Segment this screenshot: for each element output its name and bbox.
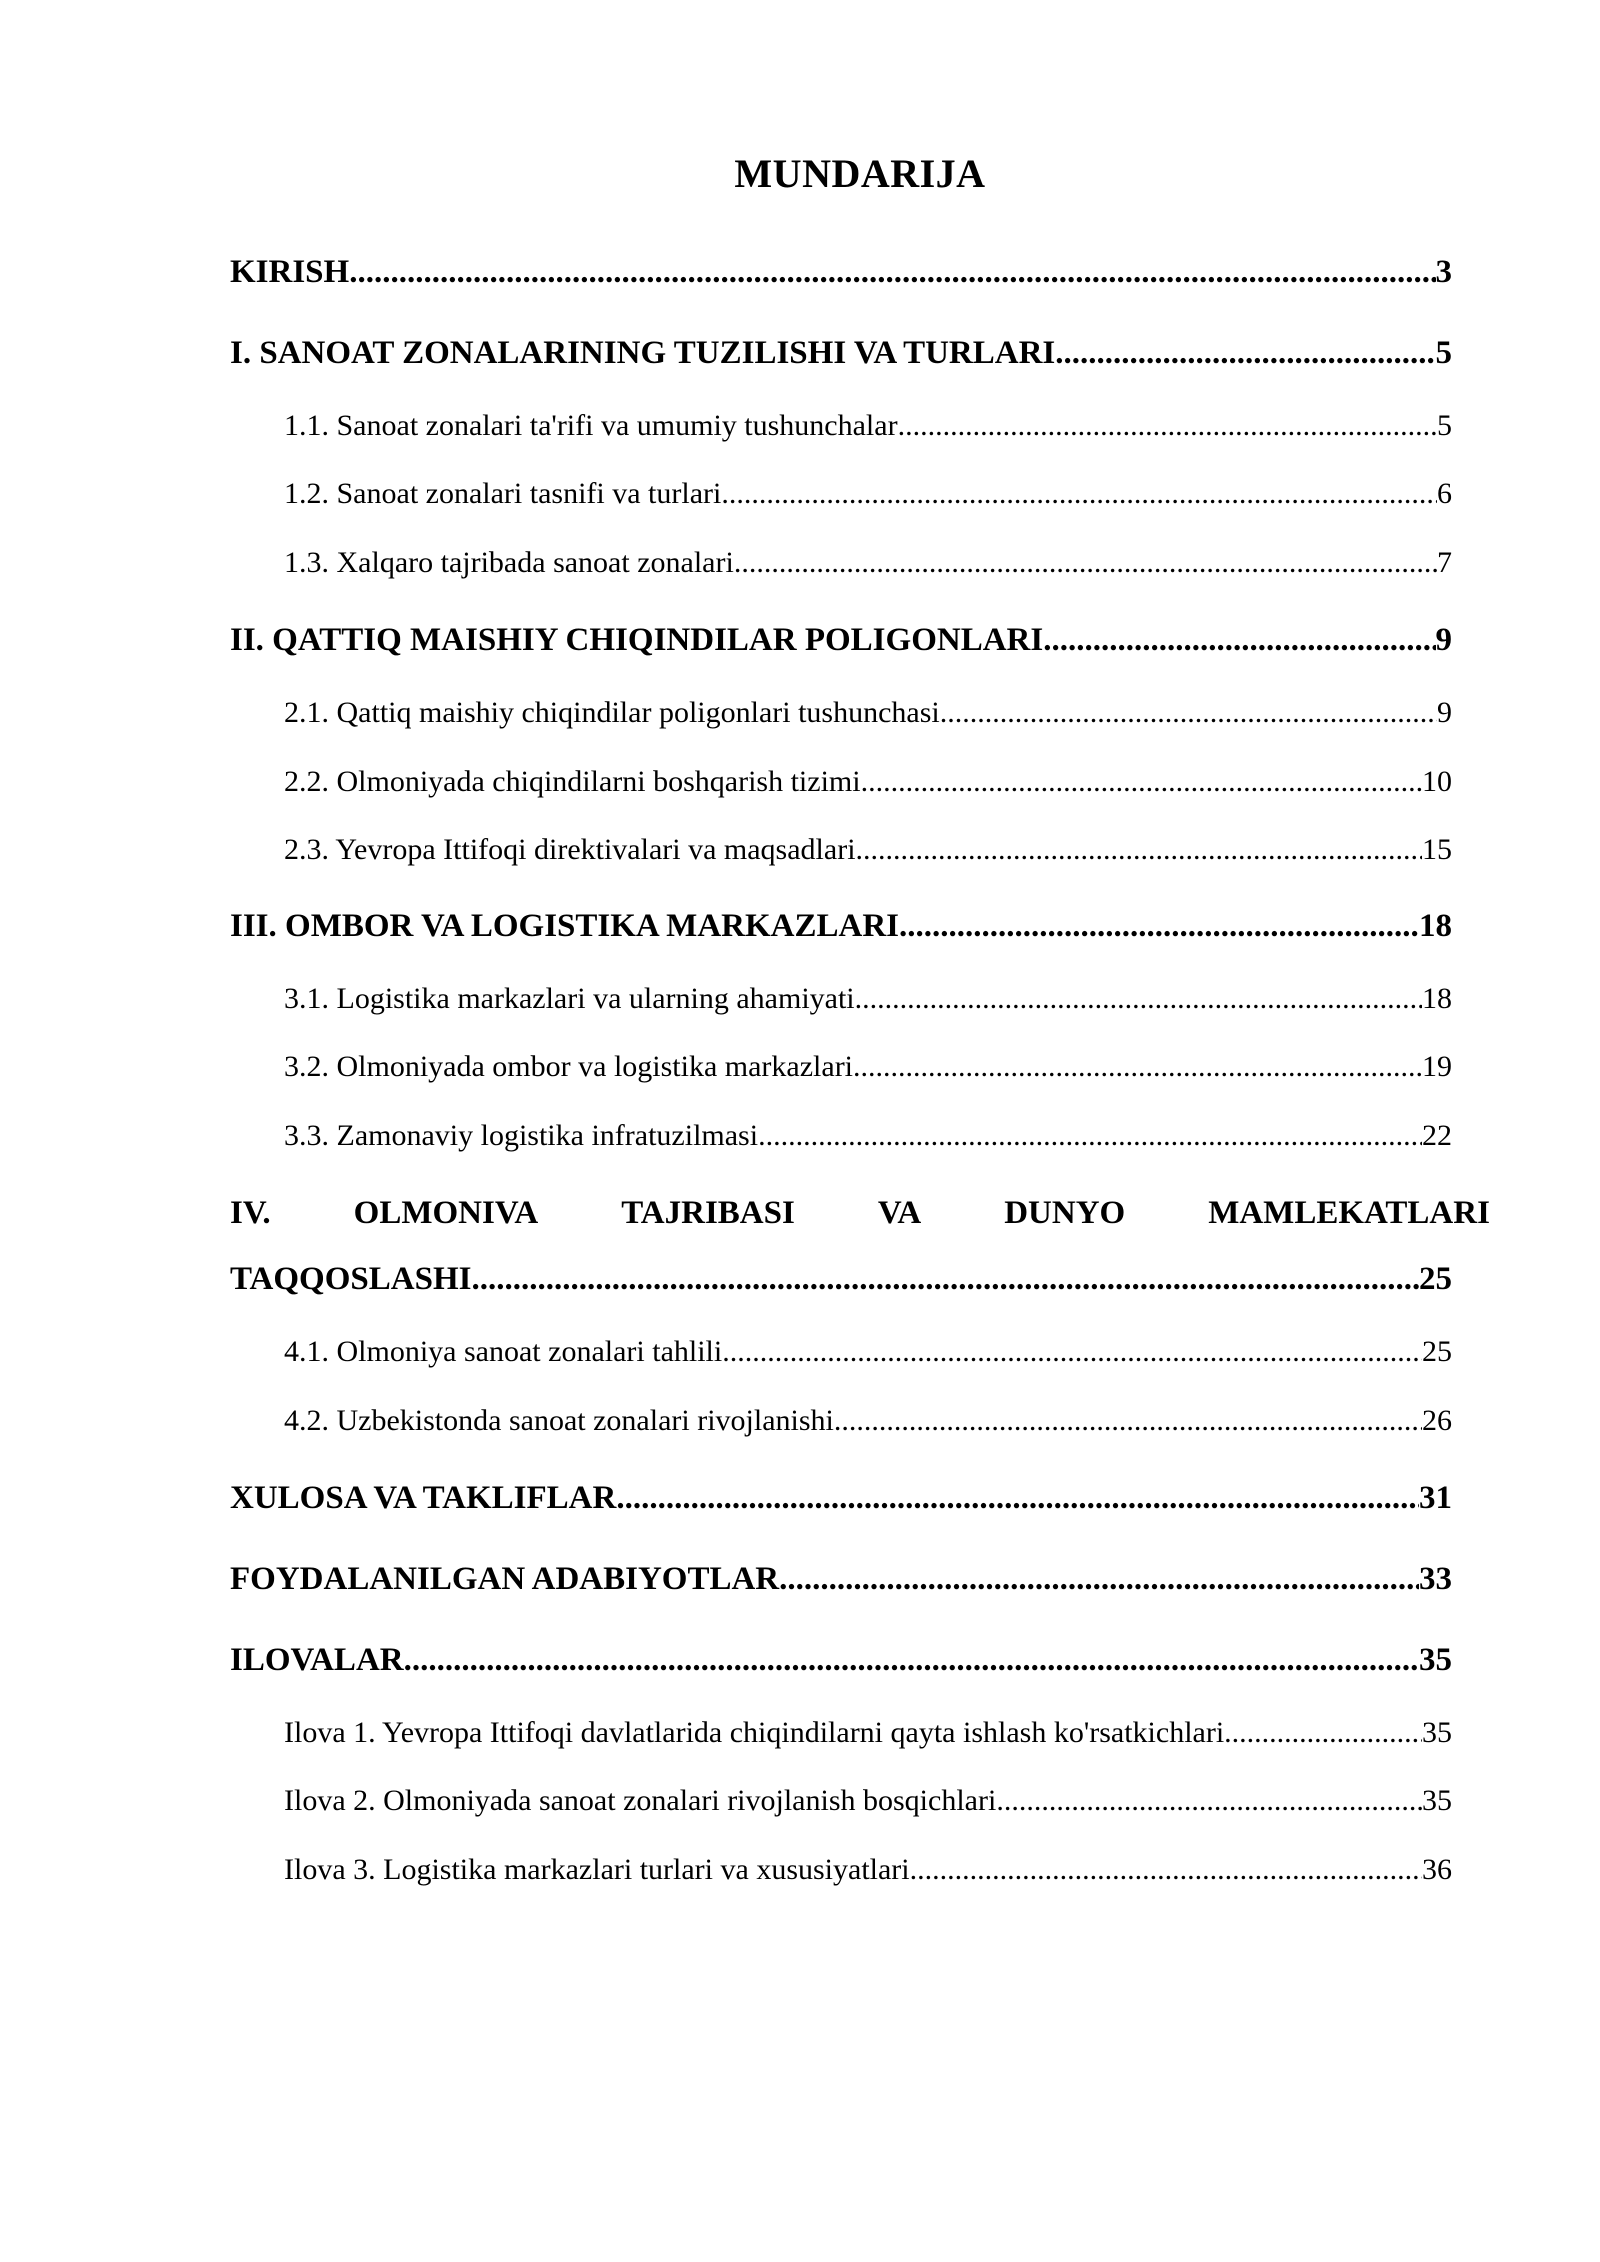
- dot-leader: [404, 1642, 1419, 1679]
- toc-entry-label: 2.2. Olmoniyada chiqindilarni boshqarish tizimi: [284, 765, 861, 798]
- toc-page-number: 6: [1437, 477, 1452, 510]
- toc-page-number: 31: [1419, 1480, 1452, 1516]
- dot-leader: [1043, 622, 1435, 659]
- toc-page-number: 5: [1437, 409, 1452, 442]
- toc-entry-section-2-2[interactable]: [284, 765, 1452, 799]
- toc-entry-label: Ilova 1. Yevropa Ittifoqi davlatlarida chiqindilarni qayta ishlash ko'rsatkichlari: [284, 1716, 1225, 1749]
- toc-page-number: 7: [1437, 546, 1452, 579]
- toc-page-number: 9: [1437, 696, 1452, 729]
- dot-leader: [853, 1050, 1422, 1084]
- dot-leader: [996, 1784, 1422, 1818]
- toc-entry-section-4-1[interactable]: [284, 1335, 1452, 1369]
- toc-entry-label: FOYDALANILGAN ADABIYOTLAR: [230, 1561, 780, 1597]
- toc-entry-chapter-3[interactable]: [230, 908, 1452, 945]
- toc-entry-label: 2.1. Qattiq maishiy chiqindilar poligonlari tushunchasi: [284, 696, 940, 729]
- toc-entry-ilova-3[interactable]: [284, 1853, 1452, 1887]
- toc-page-number: 18: [1419, 908, 1452, 944]
- dot-leader: [1224, 1716, 1422, 1750]
- toc-page-number: 35: [1422, 1716, 1452, 1749]
- toc-entry-adabiyotlar[interactable]: [230, 1561, 1452, 1598]
- dot-leader: [910, 1853, 1422, 1887]
- dot-leader: [898, 409, 1437, 443]
- toc-entry-label: 4.1. Olmoniya sanoat zonalari tahlili: [284, 1335, 723, 1368]
- toc-entry-kirish[interactable]: [230, 254, 1452, 291]
- toc-page-number: 25: [1419, 1261, 1452, 1297]
- toc-entry-label: ILOVALAR: [230, 1642, 404, 1678]
- toc-entry-ilova-1[interactable]: [284, 1716, 1452, 1750]
- toc-entry-label: I. SANOAT ZONALARINING TUZILISHI VA TURLARI: [230, 335, 1056, 371]
- toc-entry-label: 1.1. Sanoat zonalari ta'rifi va umumiy tushunchalar: [284, 409, 898, 442]
- toc-entry-section-4-2[interactable]: [284, 1404, 1452, 1438]
- toc-word: MAMLEKATLARI: [1208, 1195, 1490, 1231]
- dot-leader: [861, 765, 1422, 799]
- toc-entry-chapter-1[interactable]: [230, 335, 1452, 372]
- dot-leader: [758, 1119, 1422, 1153]
- toc-entry-section-2-3[interactable]: [284, 833, 1452, 867]
- dot-leader: [734, 546, 1437, 580]
- toc-page-number: 26: [1422, 1404, 1452, 1437]
- toc-entry-label: II. QATTIQ MAISHIY CHIQINDILAR POLIGONLARI: [230, 622, 1044, 658]
- toc-page-number: 3: [1435, 254, 1452, 290]
- toc-entry-section-3-1[interactable]: [284, 982, 1452, 1016]
- dot-leader: [940, 696, 1437, 730]
- toc-word: VA: [877, 1195, 922, 1231]
- dot-leader: [855, 982, 1422, 1016]
- toc-page-number: 36: [1422, 1853, 1452, 1886]
- toc-entry-label: 1.2. Sanoat zonalari tasnifi va turlari: [284, 477, 722, 510]
- toc-entry-section-3-2[interactable]: [284, 1050, 1452, 1084]
- toc-entry-section-2-1[interactable]: [284, 696, 1452, 730]
- toc-page-number: 5: [1435, 335, 1452, 371]
- toc-entry-label: 2.3. Yevropa Ittifoqi direktivalari va maqsadlari: [284, 833, 856, 866]
- toc-entry-ilovalar[interactable]: [230, 1642, 1452, 1679]
- toc-word: DUNYO: [1004, 1195, 1126, 1231]
- toc-word: OLMONIVA: [353, 1195, 539, 1231]
- toc-page-number: 9: [1435, 622, 1452, 658]
- toc-entry-label: 3.1. Logistika markazlari va ularning ahamiyati: [284, 982, 855, 1015]
- toc-entry-label: TAQQOSLASHI: [230, 1261, 472, 1297]
- toc-entry-section-1-3[interactable]: [284, 546, 1452, 580]
- toc-page-number: 19: [1422, 1050, 1452, 1083]
- toc-entry-label: 4.2. Uzbekistonda sanoat zonalari rivojlanishi: [284, 1404, 834, 1437]
- toc-entry-chapter-4-line2[interactable]: [230, 1261, 1452, 1298]
- toc-page-number: 25: [1422, 1335, 1452, 1368]
- toc-page-number: 22: [1422, 1119, 1452, 1152]
- dot-leader: [471, 1261, 1419, 1298]
- dot-leader: [349, 254, 1435, 291]
- dot-leader: [779, 1561, 1419, 1598]
- toc-page-number: 18: [1422, 982, 1452, 1015]
- toc-page-number: 35: [1419, 1642, 1452, 1678]
- toc-word: TAJRIBASI: [621, 1195, 795, 1231]
- toc-page-number: 10: [1422, 765, 1452, 798]
- toc-entry-label: 3.3. Zamonaviy logistika infratuzilmasi: [284, 1119, 759, 1152]
- toc-entry-chapter-4-line1[interactable]: [230, 1195, 1490, 1232]
- toc-entry-label: III. OMBOR VA LOGISTIKA MARKAZLARI: [230, 908, 900, 944]
- toc-entry-section-1-1[interactable]: [284, 409, 1452, 443]
- toc-entry-section-1-2[interactable]: [284, 477, 1452, 511]
- toc-page-number: 15: [1422, 833, 1452, 866]
- toc-entry-label: 3.2. Olmoniyada ombor va logistika markazlari: [284, 1050, 854, 1083]
- toc-word: IV.: [230, 1195, 271, 1231]
- toc-entry-chapter-2[interactable]: [230, 622, 1452, 659]
- toc-entry-label: KIRISH: [230, 254, 350, 290]
- dot-leader: [856, 833, 1422, 867]
- toc-entry-label: XULOSA VA TAKLIFLAR: [230, 1480, 617, 1516]
- dot-leader: [1055, 335, 1435, 372]
- dot-leader: [616, 1480, 1419, 1517]
- toc-entry-section-3-3[interactable]: [284, 1119, 1452, 1153]
- toc-page-number: 35: [1422, 1784, 1452, 1817]
- dot-leader: [899, 908, 1419, 945]
- dot-leader: [721, 477, 1437, 511]
- toc-page-number: 33: [1419, 1561, 1452, 1597]
- dot-leader: [834, 1404, 1422, 1438]
- toc-entry-ilova-2[interactable]: [284, 1784, 1452, 1818]
- toc-entry-label: Ilova 3. Logistika markazlari turlari va xususiyatlari: [284, 1853, 910, 1886]
- toc-entry-label: Ilova 2. Olmoniyada sanoat zonalari rivojlanish bosqichlari: [284, 1784, 997, 1817]
- toc-entry-xulosa[interactable]: [230, 1480, 1452, 1517]
- dot-leader: [722, 1335, 1422, 1369]
- page-title: MUNDARIJA: [734, 151, 986, 196]
- toc-entry-label: 1.3. Xalqaro tajribada sanoat zonalari: [284, 546, 734, 579]
